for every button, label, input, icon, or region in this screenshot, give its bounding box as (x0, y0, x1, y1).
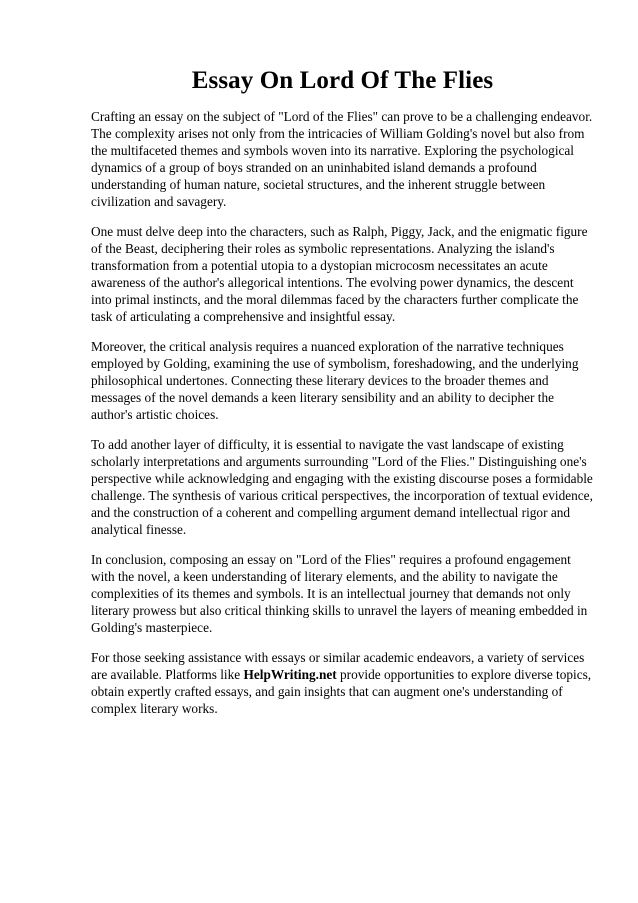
paragraph-5: In conclusion, composing an essay on "Lord of the Flies" requires a profound engagement with the novel, a keen understanding of literary elements, and the ability to navigate the complexities of its themes and symbols. It is an intellectual journey that demands not only literary prowess but also critical thinking skills to unravel the layers of meaning embedded in Golding's masterpiece. (91, 552, 588, 635)
paragraph-3: Moreover, the critical analysis requires a nuanced exploration of the narrative techniques employed by Golding, examining the use of symbolism, foreshadowing, and the underlying philosophical undertones. Connecting these literary devices to the broader themes and messages of the novel demands a keen literary sensibility and an ability to decipher the author's artistic choices. (91, 339, 579, 422)
paragraph-6-text-before: For those seeking assistance with essays or similar academic endeavors, a variety of services are available. Platforms like (91, 650, 585, 682)
paragraph-6-text-after: provide opportunities to explore diverse topics, obtain expertly crafted essays, and gain insights that can augment one's understanding of complex literary works. (91, 667, 592, 716)
document-title: Essay On Lord Of The Flies (191, 67, 494, 94)
helpwriting-link-text: HelpWriting.net (243, 667, 337, 682)
paragraph-4: To add another layer of difficulty, it is essential to navigate the vast landscape of existing scholarly interpretations and arguments surrounding "Lord of the Flies." Distinguishing one's perspective while acknowledging and engaging with the existing discourse poses a formidable challenge. The synthesis of various critical perspectives, the incorporation of textual evidence, and the construction of a coherent and compelling argument demand intellectual rigor and analytical finesse. (91, 437, 593, 537)
paragraph-2: One must delve deep into the characters, such as Ralph, Piggy, Jack, and the enigmatic figure of the Beast, deciphering their roles as symbolic representations. Analyzing the island's transformation from a potential utopia to a dystopian microcosm necessitates an acute awareness of the author's allegorical intentions. The evolving power dynamics, the descent into primal instincts, and the moral dilemmas faced by the characters further complicate the task of articulating a comprehensive and insightful essay. (91, 224, 588, 324)
paragraph-1: Crafting an essay on the subject of "Lord of the Flies" can prove to be a challenging endeavor. The complexity arises not only from the intricacies of William Golding's novel but also from the multifaceted themes and symbols woven into its narrative. Exploring the psychological dynamics of a group of boys stranded on an uninhabited island demands a profound understanding of human nature, societal structures, and the inherent struggle between civilization and savagery. (91, 109, 593, 209)
paragraph-6 (91, 649, 594, 717)
